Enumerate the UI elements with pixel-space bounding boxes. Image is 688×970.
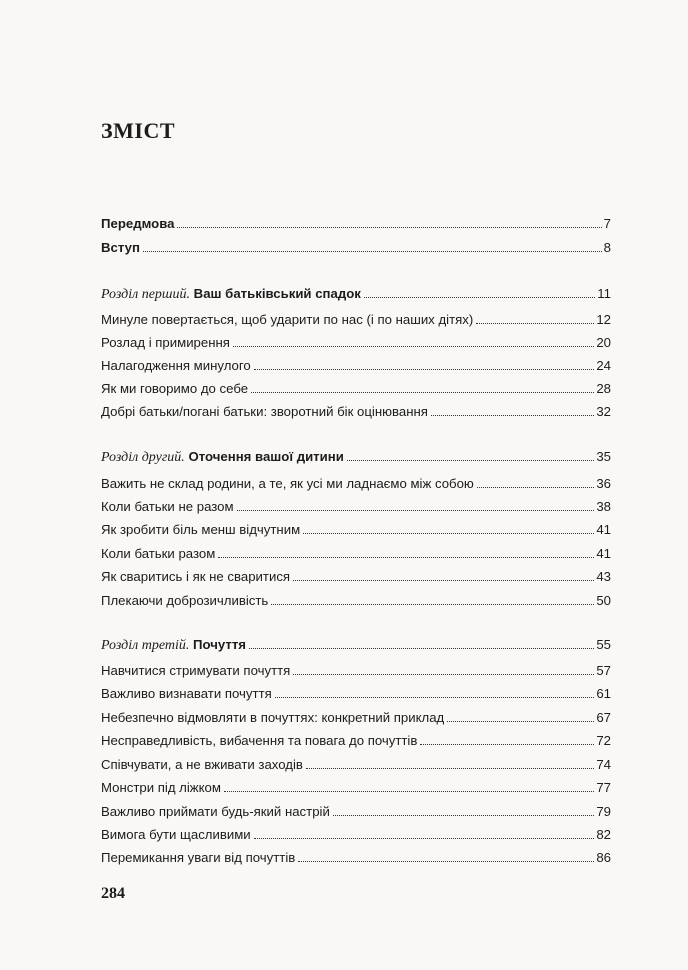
leader-dots [477, 487, 595, 488]
leader-dots [224, 791, 594, 792]
toc-entry-title: Добрі батьки/погані батьки: зворотний бік оцінювання [101, 404, 428, 419]
toc-entry-page: 8 [603, 240, 611, 255]
toc-entry-title: Передмова [101, 216, 175, 231]
leader-dots [233, 346, 594, 347]
toc-entry-foreword[interactable] [101, 216, 611, 232]
toc-entry-page: 12 [596, 312, 611, 327]
part-label: Розділ перший. [101, 287, 190, 302]
leader-dots [275, 697, 595, 698]
toc-entry-title: Важливо приймати будь-який настрій [101, 804, 330, 819]
toc-entry-page: 43 [596, 569, 611, 584]
toc-entry[interactable] [101, 804, 611, 820]
toc-entry-title: Співчувати, а не вживати заходів [101, 757, 303, 772]
toc-entry-page: 74 [596, 757, 611, 772]
leader-dots [293, 674, 594, 675]
toc-entry-title: Навчитися стримувати почуття [101, 663, 291, 678]
leader-dots [143, 251, 602, 252]
leader-dots [249, 648, 594, 649]
toc-entry-page: 77 [596, 780, 611, 795]
part-name: Почуття [193, 637, 247, 652]
toc-entry[interactable] [101, 499, 611, 515]
toc-entry[interactable] [101, 827, 611, 843]
toc-entry-title: Важить не склад родини, а те, як усі ми ладнаємо між собою [101, 476, 474, 491]
toc-entry-page: 79 [596, 804, 611, 819]
toc-entry-page: 67 [596, 710, 611, 725]
page-title: ЗМІСТ [101, 118, 175, 143]
toc-entry-title: Коли батьки разом [101, 546, 216, 561]
toc-part-title [101, 286, 361, 303]
toc-entry-page: 32 [596, 404, 611, 419]
leader-dots [237, 510, 595, 511]
toc-entry-page: 20 [596, 335, 611, 350]
toc-entry[interactable] [101, 404, 611, 420]
toc-entry-page: 35 [596, 449, 611, 464]
toc-entry-page: 82 [596, 827, 611, 842]
toc-entry-page: 11 [597, 286, 611, 301]
toc-entry-title: Вимога бути щасливими [101, 827, 251, 842]
leader-dots [298, 861, 594, 862]
toc-entry[interactable] [101, 757, 611, 773]
toc-entry[interactable] [101, 593, 611, 609]
toc-entry[interactable] [101, 780, 611, 796]
toc-entry-page: 50 [596, 593, 611, 608]
toc-entry-page: 36 [596, 476, 611, 491]
leader-dots [447, 721, 594, 722]
leader-dots [303, 533, 594, 534]
toc-entry-title: Важливо визнавати почуття [101, 686, 272, 701]
toc-entry-title: Розлад і примирення [101, 335, 230, 350]
leader-dots [364, 297, 595, 298]
toc-entry-page: 72 [596, 733, 611, 748]
toc-entry-title: Налагодження минулого [101, 358, 251, 373]
toc-entry[interactable] [101, 335, 611, 351]
toc-entry[interactable] [101, 381, 611, 397]
leader-dots [177, 227, 601, 228]
toc-part-1[interactable] [101, 286, 611, 303]
leader-dots [251, 392, 594, 393]
toc-entry-page: 41 [596, 522, 611, 537]
toc-entry-page: 24 [596, 358, 611, 373]
toc-entry-title: Небезпечно відмовляти в почуттях: конкретний приклад [101, 710, 445, 725]
toc-entry-page: 55 [596, 637, 611, 652]
toc-entry-title: Плекаючи доброзичливість [101, 593, 269, 608]
toc-entry[interactable] [101, 733, 611, 749]
toc-entry[interactable] [101, 358, 611, 374]
leader-dots [333, 815, 595, 816]
toc-entry[interactable] [101, 663, 611, 679]
leader-dots [476, 323, 594, 324]
toc-entry-title: Минуле повертається, щоб ударити по нас (і по наших дітях) [101, 312, 474, 327]
part-name: Оточення вашої дитини [188, 449, 344, 464]
leader-dots [420, 744, 594, 745]
part-label: Розділ третій. [101, 638, 190, 653]
toc-entry[interactable] [101, 569, 611, 585]
toc-entry-title: Як зробити біль менш відчутним [101, 522, 301, 537]
toc-entry-title: Як сваритись і як не сваритися [101, 569, 291, 584]
toc-entry-page: 41 [596, 546, 611, 561]
toc-entry-introduction[interactable] [101, 240, 611, 256]
leader-dots [271, 604, 594, 605]
toc-entry-title: Коли батьки не разом [101, 499, 234, 514]
toc-entry-page: 86 [596, 850, 611, 865]
toc-entry[interactable] [101, 710, 611, 726]
toc-entry-page: 7 [603, 216, 611, 231]
page-number: 284 [101, 885, 125, 902]
leader-dots [347, 460, 595, 461]
toc-entry[interactable] [101, 546, 611, 562]
toc-entry[interactable] [101, 476, 611, 492]
leader-dots [254, 838, 595, 839]
part-name: Ваш батьківський спадок [193, 286, 361, 301]
leader-dots [293, 580, 594, 581]
toc-entry[interactable] [101, 686, 611, 702]
toc-part-3[interactable] [101, 637, 611, 654]
toc-entry-title: Вступ [101, 240, 140, 255]
leader-dots [431, 415, 594, 416]
toc-entry-page: 28 [596, 381, 611, 396]
toc-entry-title: Перемикання уваги від почуттів [101, 850, 296, 865]
toc-entry[interactable] [101, 312, 611, 328]
leader-dots [306, 768, 594, 769]
toc-part-title [101, 449, 344, 466]
toc-entry-page: 61 [596, 686, 611, 701]
toc-part-2[interactable] [101, 449, 611, 466]
toc-entry[interactable] [101, 522, 611, 538]
toc-entry-page: 57 [596, 663, 611, 678]
toc-part-title [101, 637, 246, 654]
leader-dots [218, 557, 594, 558]
toc-entry-title: Монстри під ліжком [101, 780, 221, 795]
toc-entry-title: Несправедливість, вибачення та повага до почуттів [101, 733, 418, 748]
leader-dots [254, 369, 595, 370]
toc-entry-page: 38 [596, 499, 611, 514]
toc-entry-title: Як ми говоримо до себе [101, 381, 249, 396]
part-label: Розділ другий. [101, 450, 185, 465]
toc-entry[interactable] [101, 850, 611, 866]
